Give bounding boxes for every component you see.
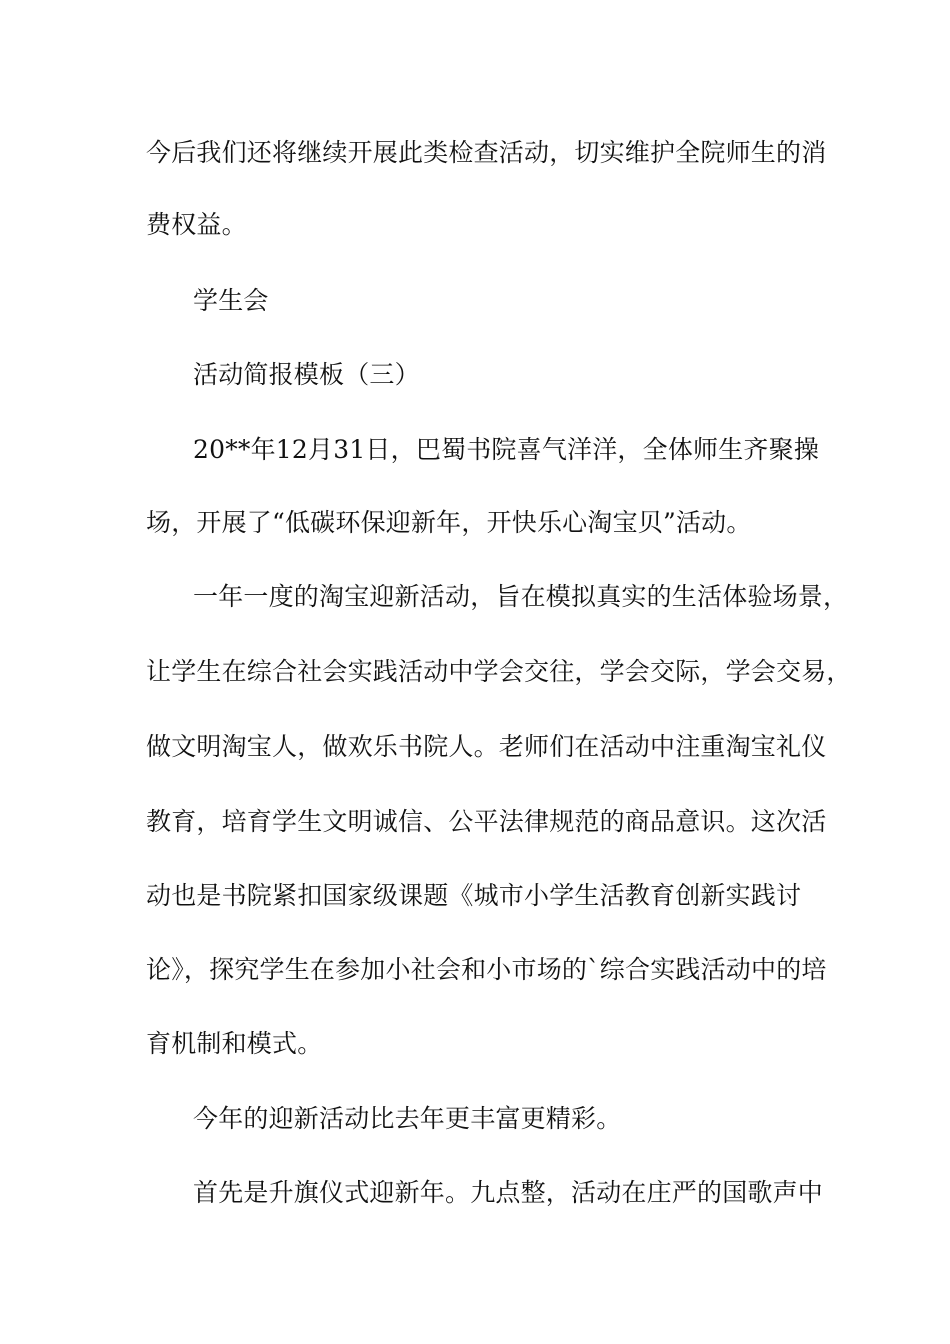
- paragraph-line: 20**年12月31日，巴蜀书院喜气洋洋，全体师生齐聚操: [193, 435, 820, 464]
- paragraph-line: 今年的迎新活动比去年更丰富更精彩。: [193, 1104, 622, 1133]
- paragraph-line: 场，开展了“低碳环保迎新年，开快乐心淘宝贝”活动。: [146, 508, 752, 537]
- paragraph-line: 一年一度的淘宝迎新活动，旨在模拟真实的生活体验场景，: [193, 582, 849, 611]
- paragraph-line: 育机制和模式。: [146, 1029, 323, 1058]
- paragraph-line: 动也是书院紧扣国家级课题《城市小学生活教育创新实践讨: [146, 881, 802, 910]
- paragraph-line: 让学生在综合社会实践活动中学会交往，学会交际，学会交易，: [146, 657, 852, 686]
- section-title: 活动简报模板（三）: [193, 360, 420, 389]
- signature-line: 学生会: [193, 286, 269, 315]
- paragraph-line: 今后我们还将继续开展此类检查活动，切实维护全院师生的消: [146, 138, 827, 167]
- paragraph-line: 首先是升旗仪式迎新年。九点整，活动在庄严的国歌声中: [193, 1178, 824, 1207]
- paragraph-line: 做文明淘宝人，做欢乐书院人。老师们在活动中注重淘宝礼仪: [146, 732, 827, 761]
- paragraph-line: 费权益。: [146, 210, 247, 239]
- paragraph-line: 论》，探究学生在参加小社会和小市场的`综合实践活动中的培: [146, 955, 827, 984]
- paragraph-line: 教育，培育学生文明诚信、公平法律规范的商品意识。这次活: [146, 807, 827, 836]
